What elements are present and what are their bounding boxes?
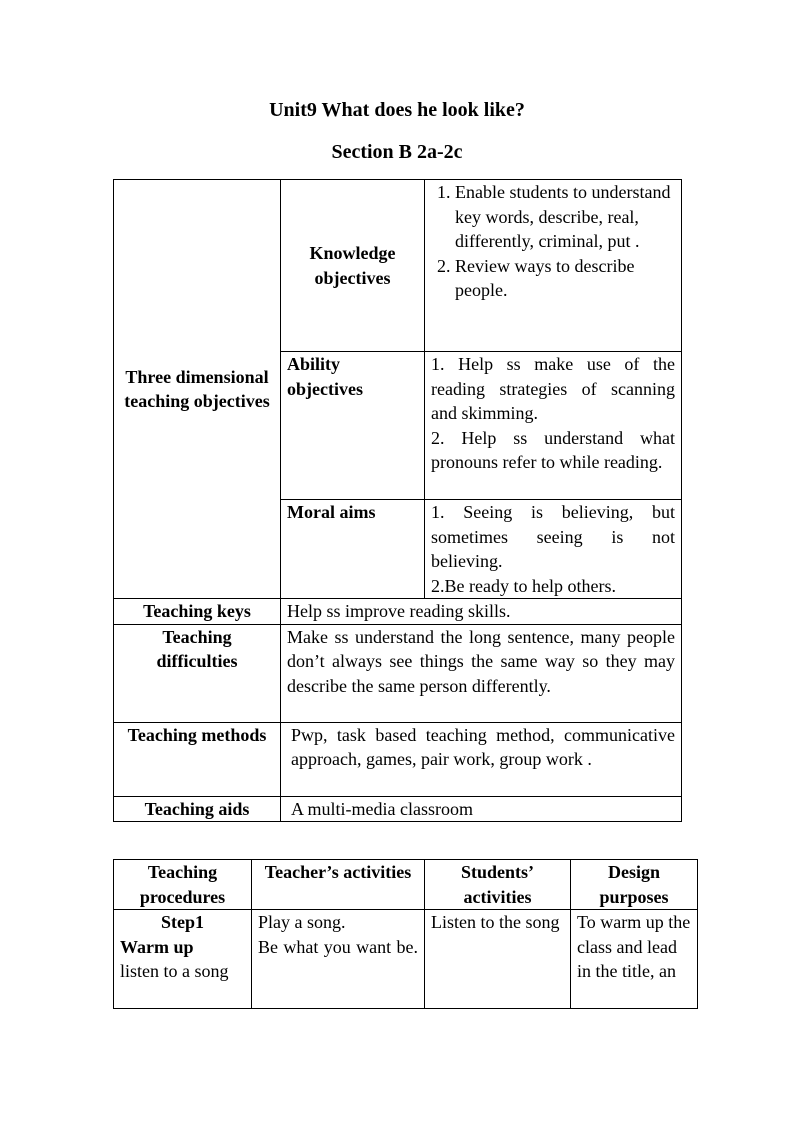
knowledge-item-2: 2. Review ways to describe people. [455, 254, 675, 303]
header-students-activities: Students’ activities [425, 860, 571, 910]
ability-objectives-label: Ability objectives [281, 352, 425, 500]
procedures-table [113, 859, 698, 1009]
teacher-line-2: Be what you want be. [258, 936, 418, 957]
teaching-aids-value: A multi-media classroom [281, 796, 682, 822]
ability-item-1: 1. Help ss make use of the reading strategies of scanning and skimming. [431, 354, 675, 423]
teaching-methods-label: Teaching methods [114, 722, 281, 796]
document-title: Unit9 What does he look like? [269, 99, 525, 121]
teaching-methods-value: Pwp, task based teaching method, communicative approach, games, pair work, group work . [281, 722, 682, 796]
header-teacher-activities: Teacher’s activities [252, 860, 425, 910]
knowledge-objectives-label: Knowledge objectives [281, 180, 425, 352]
moral-aims-cell [425, 500, 682, 599]
three-dimensional-objectives-label: Three dimensional teaching objectives [114, 180, 281, 599]
step1-teacher-cell [252, 910, 425, 1009]
ability-item-2: 2. Help ss understand what pronouns refer to while reading. [431, 427, 675, 472]
step1-students-cell: Listen to the song [425, 910, 571, 1009]
header-design-purposes: Design purposes [571, 860, 698, 910]
moral-aims-label: Moral aims [281, 500, 425, 599]
step1-title: Step1 [160, 912, 204, 932]
teaching-keys-label: Teaching keys [114, 599, 281, 625]
step1-purpose-cell: To warm up the class and lead in the title, an [571, 910, 698, 1009]
teaching-difficulties-value: Make ss understand the long sentence, many people don’t always see things the same way so they may describe the same person differently. [281, 624, 682, 722]
knowledge-objectives-cell [425, 180, 682, 352]
section-subtitle: Section B 2a-2c [331, 141, 463, 163]
teaching-keys-value: Help ss improve reading skills. [281, 599, 682, 625]
moral-item-1: 1. Seeing is believing, but sometimes seeing is not believing. [431, 502, 675, 571]
teaching-aids-label: Teaching aids [114, 796, 281, 822]
teaching-difficulties-label: Teaching difficulties [114, 624, 281, 722]
step1-procedure-cell [114, 910, 252, 1009]
ability-objectives-cell [425, 352, 682, 500]
teacher-line-1: Play a song. [258, 912, 346, 932]
objectives-table [113, 179, 682, 822]
step1-subtitle: Warm up [120, 936, 194, 957]
knowledge-item-1: 1. Enable students to understand key words, describe, real, differently, criminal, put . [455, 180, 675, 254]
moral-item-2: 2.Be ready to help others. [431, 575, 616, 596]
header-teaching-procedures: Teaching procedures [114, 860, 252, 910]
step1-detail: listen to a song [120, 961, 229, 981]
